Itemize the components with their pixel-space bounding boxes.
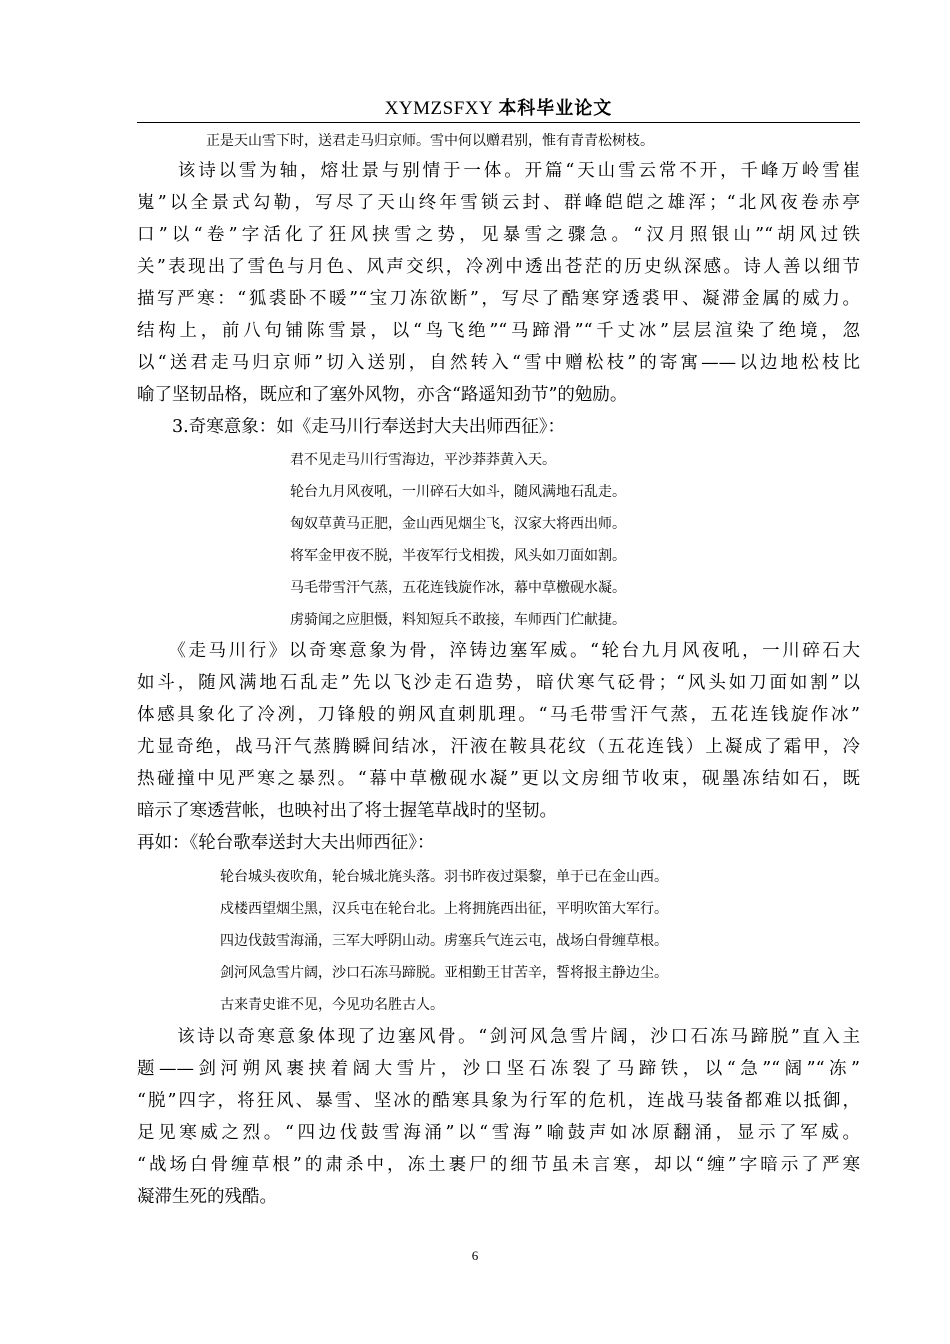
- page-header: [137, 94, 860, 123]
- again-heading: 再如：《轮台歌奉送封大夫出师西征》：: [137, 833, 435, 853]
- header-title: 本科毕业论文: [498, 98, 613, 119]
- poem3-line: 戍楼西望烟尘黑，汉兵屯在轮台北。上将拥旄西出征，平明吹笛大军行。: [220, 901, 668, 917]
- para2-line: 尤显奇绝，战马汗气蒸腾瞬间结冰，汗液在鞍具花纹（五花连钱）上凝成了霜甲，冷: [137, 737, 860, 757]
- poem3-line: 四边伐鼓雪海涌，三军大呼阴山动。虏塞兵气连云屯，战场白骨缠草根。: [220, 933, 668, 949]
- para1-line: 关”表现出了雪色与月色、风声交织，冷冽中透出苍茫的历史纵深感。诗人善以细节: [137, 257, 860, 277]
- para3-line: 该诗以奇寒意象体现了边塞风骨。“剑河风急雪片阔，沙口石冻马蹄脱”直入主: [137, 1027, 860, 1047]
- poem2-line: 马毛带雪汗气蒸，五花连钱旋作冰，幕中草檄砚水凝。: [290, 580, 626, 596]
- poem3-line: 古来青史谁不见，今见功名胜古人。: [220, 997, 444, 1013]
- para2-line: 《走马川行》以奇寒意象为骨，淬铸边塞军威。“轮台九月风夜吼，一川碎石大: [137, 641, 860, 661]
- poem3-line: 剑河风急雪片阔，沙口石冻马蹄脱。亚相勤王甘苦辛，誓将报主静边尘。: [220, 965, 668, 981]
- para3-line: “脱”四字，将狂风、暴雪、坚冰的酷寒具象为行军的危机，连战马装备都难以抵御，: [137, 1091, 860, 1111]
- para1-line: 嵬”以全景式勾勒，写尽了天山终年雪锁云封、群峰皑皑之雄浑；“北风夜卷赤亭: [137, 193, 860, 213]
- para2-line: 热碰撞中见严寒之暴烈。“幕中草檄砚水凝”更以文房细节收束，砚墨冻结如石，既: [137, 769, 860, 789]
- header-code: XYMZSFXY: [384, 98, 494, 119]
- poem2-line: 匈奴草黄马正肥，金山西见烟尘飞，汉家大将西出师。: [290, 516, 626, 532]
- para3-line: 题——剑河朔风裹挟着阔大雪片，沙口坚石冻裂了马蹄铁，以“急”“阔”“冻”: [137, 1059, 860, 1079]
- poem2-line: 君不见走马川行雪海边，平沙莽莽黄入天。: [290, 452, 556, 468]
- para1-line: 口”以“卷”字活化了狂风挟雪之势，见暴雪之骤急。“汉月照银山”“胡风过铁: [137, 225, 860, 245]
- para1-line: 描写严寒：“狐裘卧不暖”“宝刀冻欲断”，写尽了酷寒穿透裘甲、凝滞金属的威力。: [137, 289, 860, 309]
- page-number: 6: [471, 1248, 479, 1263]
- para1-line: 结构上，前八句铺陈雪景，以“鸟飞绝”“马蹄滑”“千丈冰”层层渲染了绝境，忽: [137, 321, 860, 341]
- para3-line: 凝滞生死的残酷。: [137, 1187, 277, 1207]
- poem2-line: 将军金甲夜不脱，半夜军行戈相拨，风头如刀面如割。: [290, 548, 626, 564]
- para2-line: 如斗，随风满地石乱走”先以飞沙走石造势，暗伏寒气砭骨；“风头如刀面如割”以: [137, 673, 860, 693]
- poem2-line: 轮台九月风夜吼，一川碎石大如斗，随风满地石乱走。: [290, 484, 626, 500]
- para3-line: 足见寒威之烈。“四边伐鼓雪海涌”以“雪海”喻鼓声如冰原翻涌，显示了军威。: [137, 1123, 860, 1143]
- poem2-line: 虏骑闻之应胆慑，料知短兵不敢接，车师西门伫献捷。: [290, 612, 626, 628]
- para1-line: 喻了坚韧品格，既应和了塞外风物，亦含“路遥知劲节”的勉励。: [137, 385, 628, 405]
- para2-line: 暗示了寒透营帐，也映衬出了将士握笔草战时的坚韧。: [137, 801, 557, 821]
- section-heading: 3.奇寒意象：如《走马川行奉送封大夫出师西征》：: [172, 417, 565, 437]
- poem3-line: 轮台城头夜吹角，轮台城北旄头落。羽书昨夜过渠黎，单于已在金山西。: [220, 869, 668, 885]
- para3-line: “战场白骨缠草根”的肃杀中，冻土裹尸的细节虽未言寒，却以“缠”字暗示了严寒: [137, 1155, 860, 1175]
- para1-line: 该诗以雪为轴，熔壮景与别情于一体。开篇“天山雪云常不开，千峰万岭雪崔: [137, 161, 860, 181]
- poem-top-line: 正是天山雪下时，送君走马归京师。雪中何以赠君别，惟有青青松树枝。: [206, 133, 654, 149]
- para1-line: 以“送君走马归京师”切入送别，自然转入“雪中赠松枝”的寄寓——以边地松枝比: [137, 353, 860, 373]
- para2-line: 体感具象化了冷冽，刀锋般的朔风直刺肌理。“马毛带雪汗气蒸，五花连钱旋作冰”: [137, 705, 860, 725]
